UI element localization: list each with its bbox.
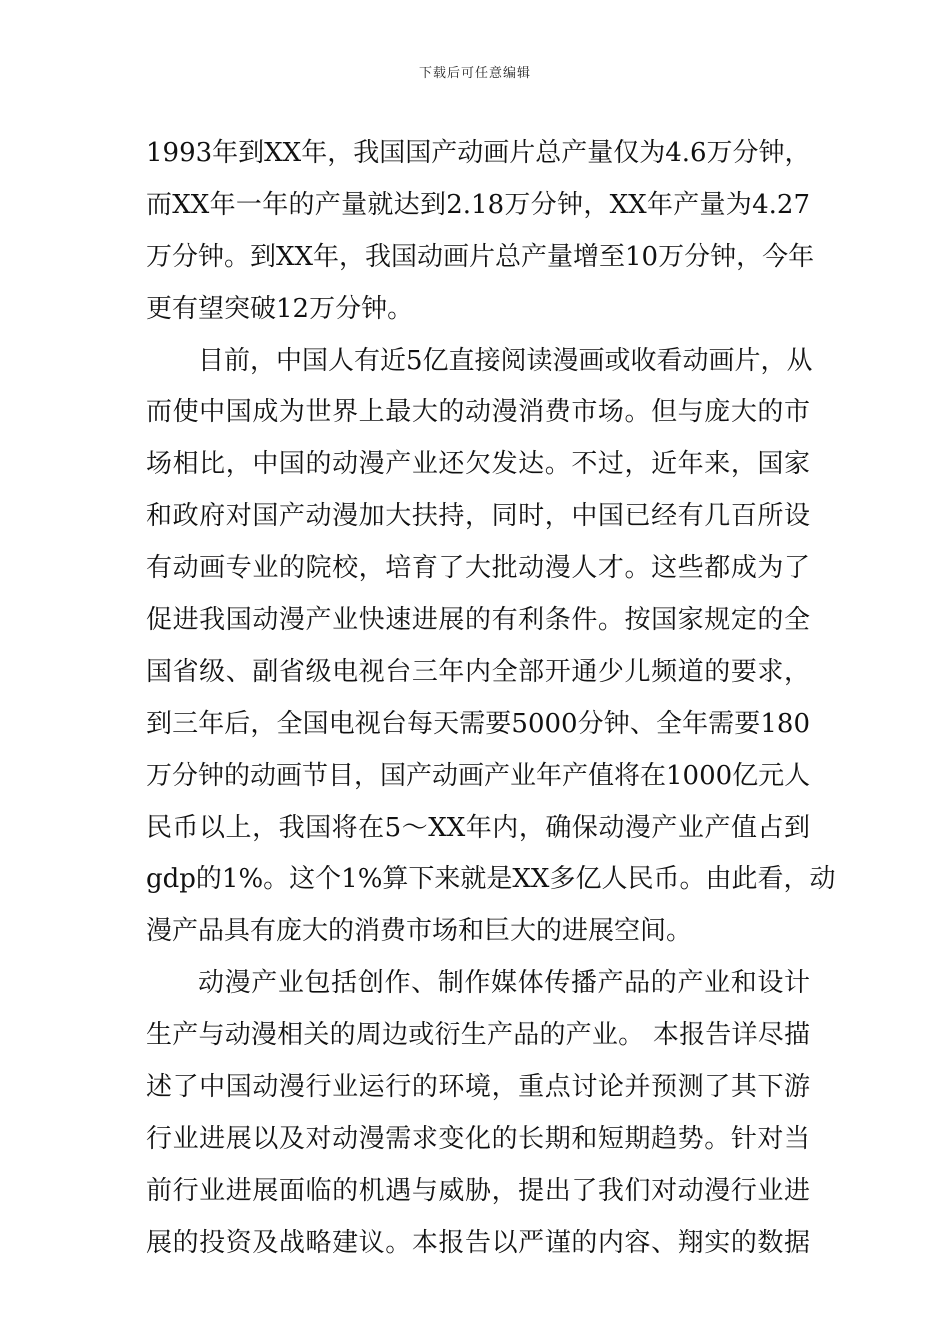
text-line: 民币以上，我国将在5～XX年内，确保动漫产业产值占到	[146, 812, 810, 843]
paragraph-3	[146, 958, 810, 1269]
text-line: 万分钟的动画节目，国产动画产业年产值将在1000亿元人	[146, 760, 811, 791]
text-line: 行业进展以及对动漫需求变化的长期和短期趋势。针对当	[146, 1123, 810, 1154]
text-line: 生产与动漫相关的周边或衍生产品的产业。 本报告详尽描	[146, 1020, 810, 1051]
paragraph-1	[146, 128, 815, 336]
text-line: 国省级、副省级电视台三年内全部开通少儿频道的要求，	[146, 656, 810, 687]
text-line: 万分钟。到XX年，我国动画片总产量增至10万分钟，今年	[146, 241, 815, 272]
text-line: 漫产品具有庞大的消费市场和巨大的进展空间。	[146, 916, 693, 947]
paragraph-2	[146, 336, 836, 959]
text-line: 而使中国成为世界上最大的动漫消费市场。但与庞大的市	[146, 397, 810, 428]
text-line: 前行业进展面临的机遇与威胁，提出了我们对动漫行业进	[146, 1175, 810, 1206]
text-line: 促进我国动漫产业快速进展的有利条件。按国家规定的全	[146, 605, 810, 636]
text-line: 动漫产业包括创作、制作媒体传播产品的产业和设计	[198, 968, 810, 999]
text-line: 到三年后，全国电视台每天需要5000分钟、全年需要180	[146, 708, 810, 739]
text-line: gdp的1%。这个1%算下来就是XX多亿人民币。由此看，动	[146, 864, 836, 895]
text-line: 而XX年一年的产量就达到2.18万分钟，XX年产量为4.27	[146, 189, 810, 220]
page-header: 下载后可任意编辑	[418, 66, 531, 81]
text-line: 更有望突破12万分钟。	[146, 293, 414, 324]
text-line: 1993年到XX年，我国国产动画片总产量仅为4.6万分钟，	[146, 138, 811, 168]
document-body	[146, 128, 836, 1270]
text-line: 述了中国动漫行业运行的环境，重点讨论并预测了其下游	[146, 1072, 810, 1103]
text-line: 场相比，中国的动漫产业还欠发达。不过，近年来，国家	[146, 449, 810, 480]
text-line: 有动画专业的院校，培育了大批动漫人才。这些都成为了	[146, 553, 810, 584]
text-line: 展的投资及战略建议。本报告以严谨的内容、翔实的数据	[146, 1227, 810, 1258]
text-line: 目前，中国人有近5亿直接阅读漫画或收看动画片，从	[198, 345, 813, 376]
text-line: 和政府对国产动漫加大扶持，同时，中国已经有几百所设	[146, 501, 810, 532]
